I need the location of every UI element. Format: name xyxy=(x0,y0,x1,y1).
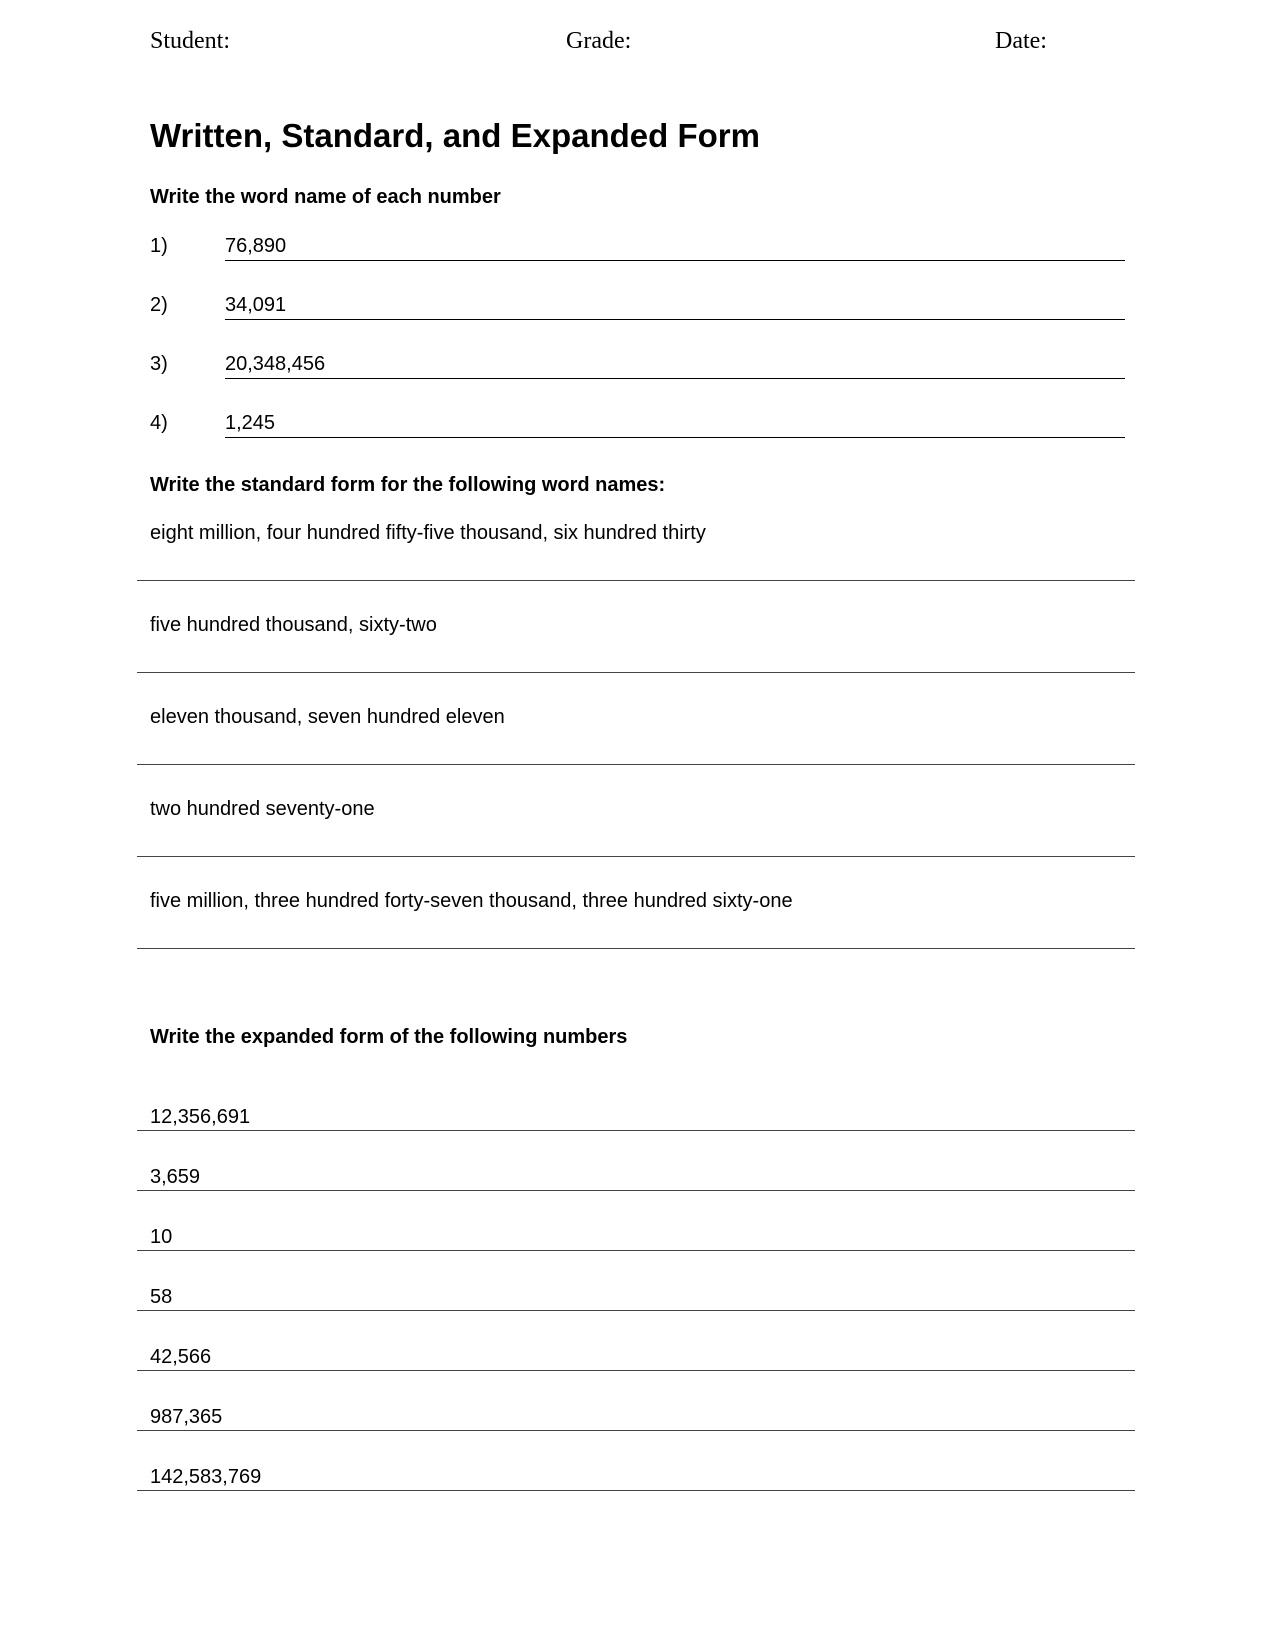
expanded-form-heading: Write the expanded form of the following numbers xyxy=(150,1026,628,1048)
answer-line[interactable] xyxy=(137,856,1135,857)
worksheet-header xyxy=(0,28,1275,58)
word-name-prompt: two hundred seventy-one xyxy=(150,798,375,820)
word-name-prompt: five hundred thousand, sixty-two xyxy=(150,614,437,636)
item-number: 1) xyxy=(150,235,168,257)
word-name-item xyxy=(150,353,1125,381)
item-value: 76,890 xyxy=(225,235,287,257)
number-prompt: 987,365 xyxy=(150,1406,223,1428)
word-name-item xyxy=(150,412,1125,440)
answer-line[interactable] xyxy=(137,1490,1135,1491)
item-number: 2) xyxy=(150,294,168,316)
word-name-item xyxy=(150,235,1125,263)
expanded-form-item xyxy=(137,1106,1135,1136)
answer-line[interactable] xyxy=(137,764,1135,765)
answer-line[interactable] xyxy=(137,1130,1135,1131)
word-name-prompt: five million, three hundred forty-seven thousand, three hundred sixty-one xyxy=(150,890,793,912)
word-name-heading: Write the word name of each number xyxy=(150,186,501,208)
answer-line[interactable] xyxy=(137,948,1135,949)
standard-form-item xyxy=(137,614,1135,706)
standard-form-item xyxy=(137,890,1135,982)
word-name-prompt: eight million, four hundred fifty-five thousand, six hundred thirty xyxy=(150,522,706,544)
number-prompt: 3,659 xyxy=(150,1166,201,1188)
answer-line[interactable] xyxy=(137,1430,1135,1431)
word-name-prompt: eleven thousand, seven hundred eleven xyxy=(150,706,505,728)
number-prompt: 12,356,691 xyxy=(150,1106,251,1128)
standard-form-item xyxy=(137,798,1135,890)
item-number: 4) xyxy=(150,412,168,434)
expanded-form-item xyxy=(137,1286,1135,1316)
worksheet-title: Written, Standard, and Expanded Form xyxy=(150,117,760,154)
standard-form-heading: Write the standard form for the following word names: xyxy=(150,474,666,496)
expanded-form-item xyxy=(137,1226,1135,1256)
expanded-form-item xyxy=(137,1346,1135,1376)
answer-line[interactable] xyxy=(137,1310,1135,1311)
item-value: 34,091 xyxy=(225,294,287,316)
item-number: 3) xyxy=(150,353,168,375)
standard-form-item xyxy=(137,706,1135,798)
standard-form-item xyxy=(137,522,1135,614)
answer-line[interactable] xyxy=(137,1190,1135,1191)
answer-line[interactable] xyxy=(225,437,1125,438)
expanded-form-item xyxy=(137,1466,1135,1496)
word-name-item xyxy=(150,294,1125,322)
grade-label: Grade: xyxy=(566,28,632,54)
number-prompt: 42,566 xyxy=(150,1346,212,1368)
item-value: 1,245 xyxy=(225,412,276,434)
answer-line[interactable] xyxy=(225,378,1125,379)
date-label: Date: xyxy=(995,28,1047,54)
number-prompt: 142,583,769 xyxy=(150,1466,262,1488)
answer-line[interactable] xyxy=(137,580,1135,581)
item-value: 20,348,456 xyxy=(225,353,326,375)
answer-line[interactable] xyxy=(225,319,1125,320)
answer-line[interactable] xyxy=(137,672,1135,673)
student-label: Student: xyxy=(150,28,231,54)
expanded-form-item xyxy=(137,1166,1135,1196)
number-prompt: 58 xyxy=(150,1286,173,1308)
answer-line[interactable] xyxy=(137,1370,1135,1371)
number-prompt: 10 xyxy=(150,1226,173,1248)
expanded-form-item xyxy=(137,1406,1135,1436)
answer-line[interactable] xyxy=(137,1250,1135,1251)
answer-line[interactable] xyxy=(225,260,1125,261)
